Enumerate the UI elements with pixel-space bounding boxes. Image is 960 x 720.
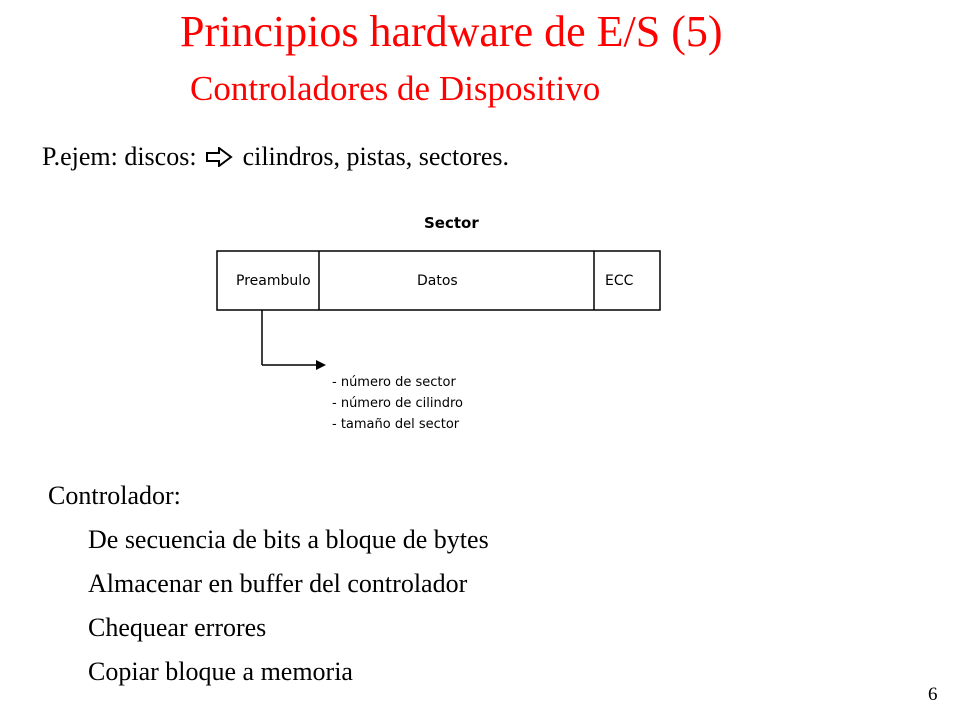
hollow-right-arrow-icon [205,147,233,167]
controlador-list [88,526,489,702]
intro-line [42,143,509,172]
cell-label-ecc: ECC [605,273,634,289]
list-item: - tamaño del sector [332,417,460,432]
list-item: Almacenar en buffer del controlador [88,569,468,598]
intro-text-before: P.ejem: discos: [42,142,197,171]
page-number: 6 [928,684,938,705]
list-item: - número de sector [332,375,456,390]
cell-label-preambulo: Preambulo [236,273,311,289]
cell-label-datos: Datos [417,273,458,289]
connector-arrowhead [316,360,326,370]
list-item: - número de cilindro [332,396,463,411]
list-item: De secuencia de bits a bloque de bytes [88,525,489,554]
intro-text-after: cilindros, pistas, sectores. [242,142,510,171]
slide-subtitle: Controladores de Dispositivo [190,69,601,108]
preamble-fields-list [332,372,463,435]
sector-title: Sector [424,214,479,232]
controlador-section [48,481,489,686]
controlador-heading: Controlador: [48,481,181,510]
slide-title: Principios hardware de E/S (5) [180,7,723,56]
list-item: Chequear errores [88,613,267,642]
list-item: Copiar bloque a memoria [88,657,353,686]
